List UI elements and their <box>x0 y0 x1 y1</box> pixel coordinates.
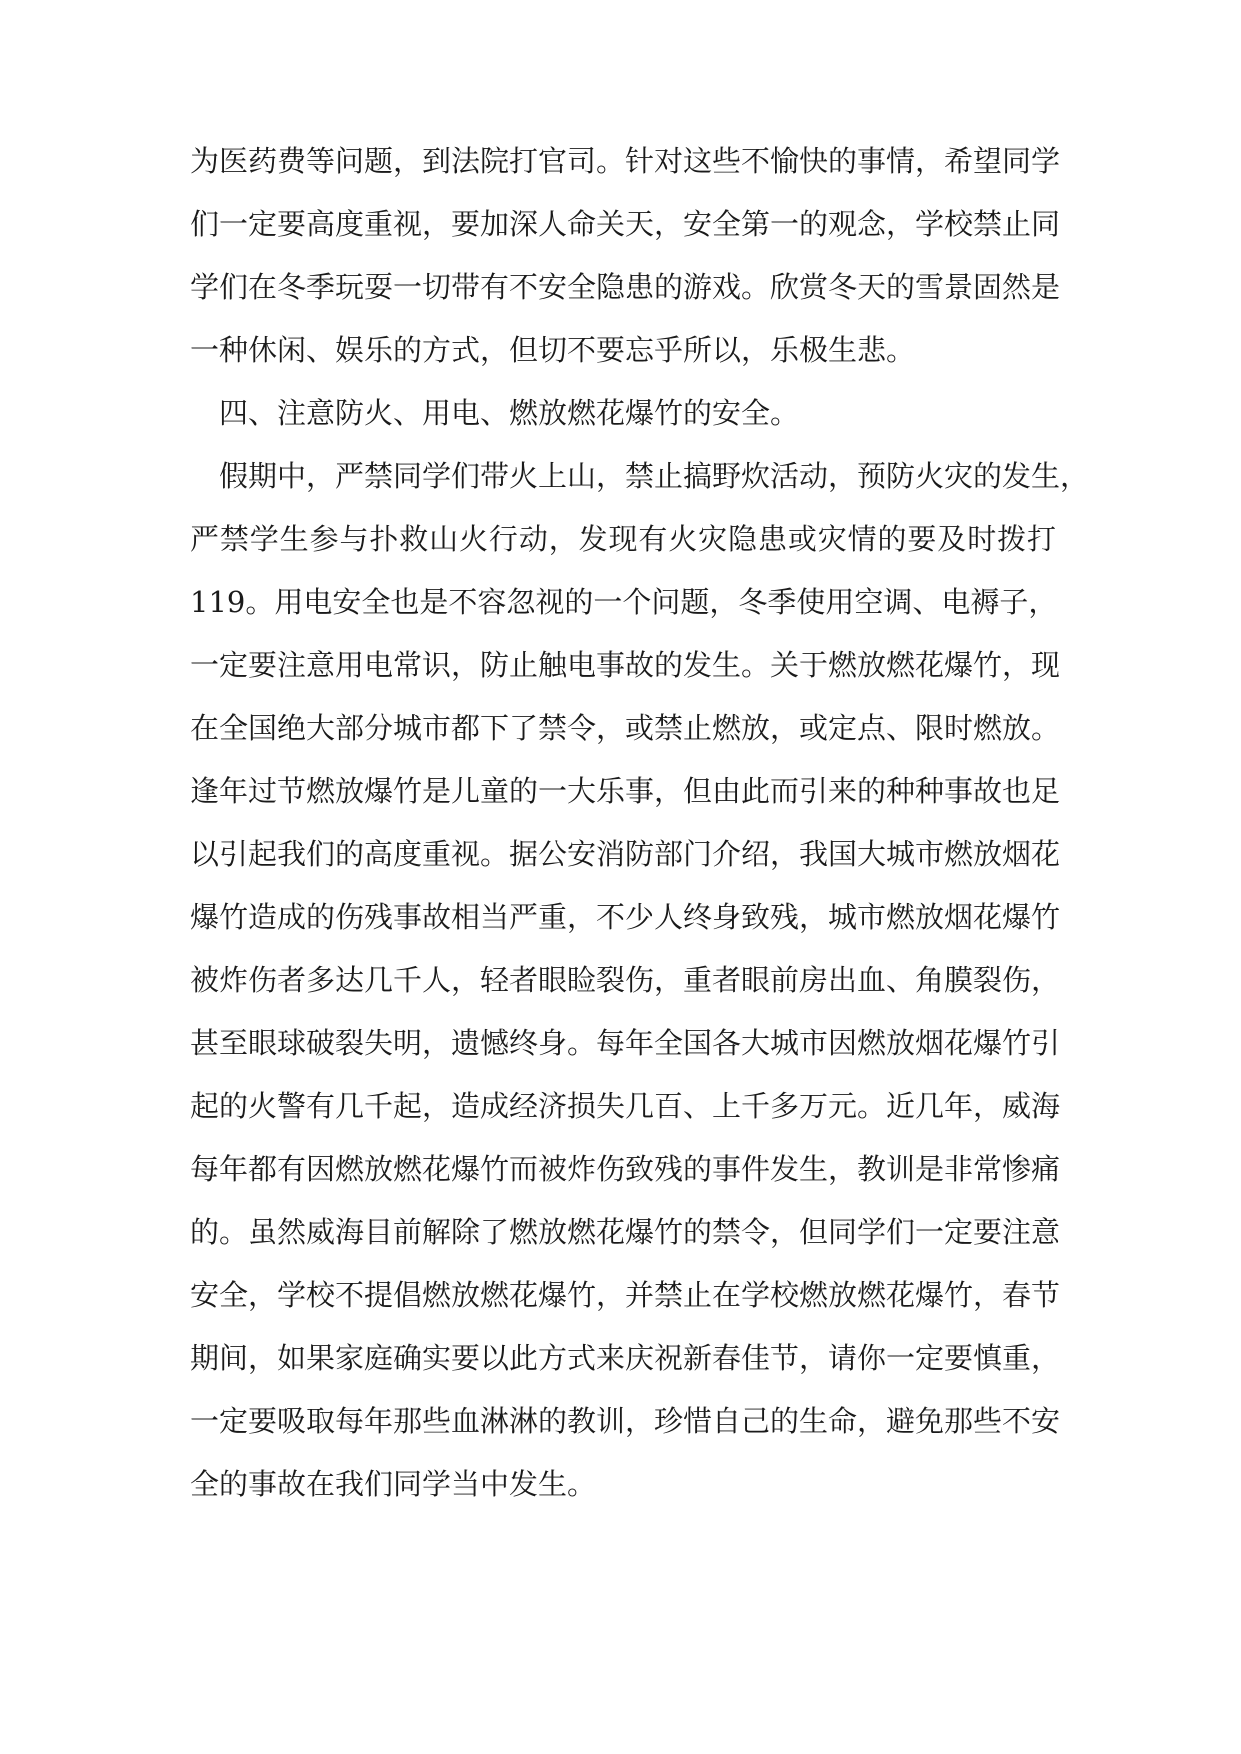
section-heading: 四、注意防火、用电、燃放燃花爆竹的安全。 <box>219 396 800 430</box>
body-text-line: 被炸伤者多达几千人，轻者眼睑裂伤，重者眼前房出血、角膜裂伤， <box>190 963 1061 997</box>
body-text-line: 一定要吸取每年那些血淋淋的教训，珍惜自己的生命，避免那些不安 <box>190 1404 1061 1438</box>
body-text-line: 甚至眼球破裂失明，遗憾终身。每年全国各大城市因燃放烟花爆竹引 <box>190 1026 1061 1060</box>
body-text-line: 在全国绝大部分城市都下了禁令，或禁止燃放，或定点、限时燃放。 <box>190 711 1061 745</box>
body-text-line: 逢年过节燃放爆竹是儿童的一大乐事，但由此而引来的种种事故也足 <box>190 774 1061 808</box>
body-text-line: 一定要注意用电常识，防止触电事故的发生。关于燃放燃花爆竹，现 <box>190 648 1061 682</box>
body-text-line: 每年都有因燃放燃花爆竹而被炸伤致残的事件发生，教训是非常惨痛 <box>190 1152 1061 1186</box>
body-text-line: 以引起我们的高度重视。据公安消防部门介绍，我国大城市燃放烟花 <box>190 837 1061 871</box>
body-text-line: 一种休闲、娱乐的方式，但切不要忘乎所以，乐极生悲。 <box>190 333 916 367</box>
body-text-line: 期间，如果家庭确实要以此方式来庆祝新春佳节，请你一定要慎重， <box>190 1341 1061 1375</box>
body-text-line: 们一定要高度重视，要加深人命关天，安全第一的观念，学校禁止同 <box>190 207 1061 241</box>
body-text-line: 起的火警有几千起，造成经济损失几百、上千多万元。近几年，威海 <box>190 1089 1061 1123</box>
body-text-line: 全的事故在我们同学当中发生。 <box>190 1467 597 1501</box>
body-text-line: 学们在冬季玩耍一切带有不安全隐患的游戏。欣赏冬天的雪景固然是 <box>190 270 1061 304</box>
body-text-line: 严禁学生参与扑救山火行动，发现有火灾隐患或灾情的要及时拨打 <box>190 522 1056 556</box>
body-text-line: 爆竹造成的伤残事故相当严重，不少人终身致残，城市燃放烟花爆竹 <box>190 900 1061 934</box>
body-text-line: 的。虽然威海目前解除了燃放燃花爆竹的禁令，但同学们一定要注意 <box>190 1215 1061 1249</box>
body-text-line: 119。用电安全也是不容忽视的一个问题，冬季使用空调、电褥子， <box>190 585 1058 619</box>
document-page <box>190 130 1090 1516</box>
body-text-line: 为医药费等问题，到法院打官司。针对这些不愉快的事情，希望同学 <box>190 144 1061 178</box>
body-text-line: 假期中，严禁同学们带火上山，禁止搞野炊活动，预防火灾的发生， <box>219 459 1090 493</box>
body-text-line: 安全，学校不提倡燃放燃花爆竹，并禁止在学校燃放燃花爆竹，春节 <box>190 1278 1061 1312</box>
